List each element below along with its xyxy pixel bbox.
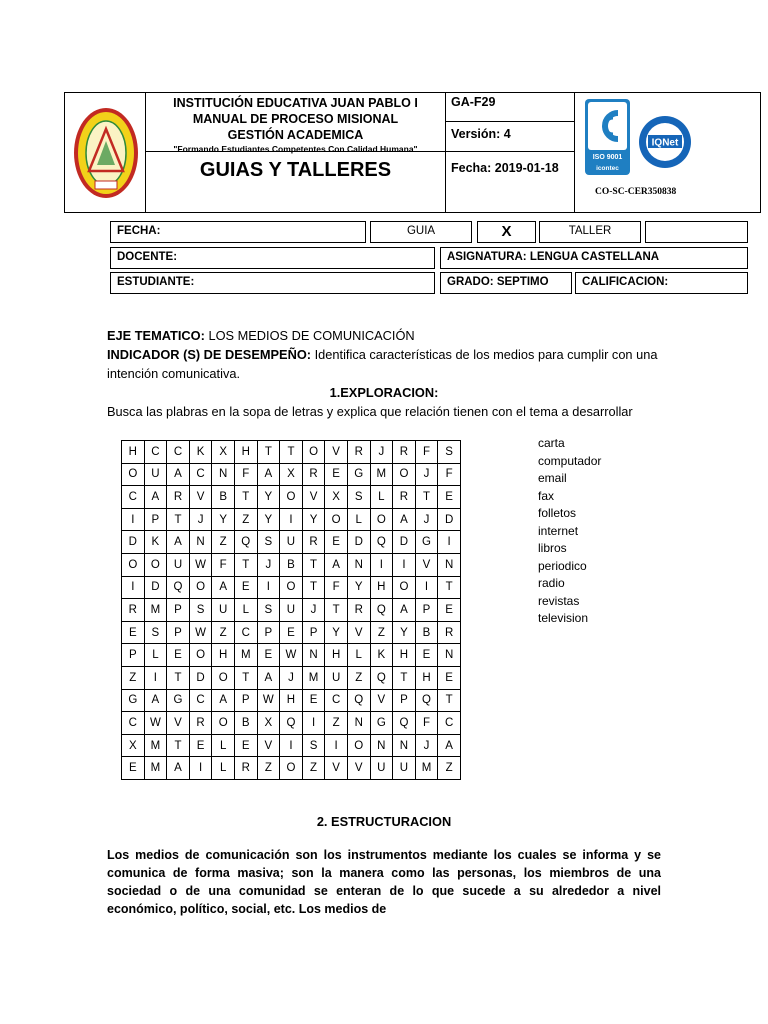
grid-cell[interactable]: E	[257, 644, 280, 667]
manual-name: MANUAL DE PROCESO MISIONAL	[192, 112, 399, 126]
grid-cell[interactable]: O	[122, 463, 145, 486]
grid-cell[interactable]: O	[122, 553, 145, 576]
grid-cell[interactable]: U	[393, 757, 416, 780]
grid-cell[interactable]: X	[325, 486, 348, 509]
grid-cell[interactable]: O	[302, 441, 325, 464]
grid-cell[interactable]: S	[347, 486, 370, 509]
grid-cell[interactable]: O	[280, 757, 303, 780]
grid-cell[interactable]: N	[212, 463, 235, 486]
grid-cell[interactable]: P	[144, 508, 167, 531]
grid-cell[interactable]: U	[212, 599, 235, 622]
grid-cell[interactable]: Y	[257, 486, 280, 509]
grid-cell[interactable]: I	[280, 508, 303, 531]
grid-cell[interactable]: H	[280, 689, 303, 712]
grid-cell[interactable]: A	[212, 576, 235, 599]
grid-cell[interactable]: G	[415, 531, 438, 554]
grid-cell[interactable]: V	[347, 621, 370, 644]
grid-cell[interactable]: I	[415, 576, 438, 599]
grid-row	[122, 666, 461, 689]
grid-cell[interactable]: Q	[234, 531, 257, 554]
indicador-label: INDICADOR (S) DE DESEMPEÑO:	[107, 347, 312, 362]
grid-cell[interactable]: J	[189, 508, 212, 531]
grid-cell[interactable]: J	[415, 463, 438, 486]
grid-cell[interactable]: Z	[325, 712, 348, 735]
grid-row	[122, 712, 461, 735]
grid-cell[interactable]: I	[325, 734, 348, 757]
grid-cell[interactable]: Y	[302, 508, 325, 531]
grid-cell[interactable]: U	[325, 666, 348, 689]
grid-cell[interactable]: U	[144, 463, 167, 486]
grid-cell[interactable]: J	[415, 734, 438, 757]
grid-cell[interactable]: H	[212, 644, 235, 667]
grid-row	[122, 599, 461, 622]
grid-cell[interactable]: V	[257, 734, 280, 757]
grid-cell[interactable]: R	[347, 599, 370, 622]
grid-cell[interactable]: B	[415, 621, 438, 644]
grid-cell[interactable]: O	[393, 463, 416, 486]
grid-row	[122, 576, 461, 599]
grid-cell[interactable]: I	[122, 508, 145, 531]
grid-cell[interactable]: E	[438, 486, 461, 509]
grid-cell[interactable]: Q	[347, 689, 370, 712]
grid-cell[interactable]: N	[347, 553, 370, 576]
grid-cell[interactable]: L	[144, 644, 167, 667]
grid-cell[interactable]: L	[347, 644, 370, 667]
grid-cell[interactable]: F	[212, 553, 235, 576]
grid-cell[interactable]: P	[257, 621, 280, 644]
grid-cell[interactable]: Z	[234, 508, 257, 531]
svg-text:IQNet: IQNet	[651, 137, 679, 149]
grid-cell[interactable]: S	[438, 441, 461, 464]
grid-cell[interactable]: O	[144, 553, 167, 576]
grid-cell[interactable]: J	[302, 599, 325, 622]
grid-cell[interactable]: J	[280, 666, 303, 689]
grid-cell[interactable]: X	[280, 463, 303, 486]
grid-cell[interactable]: C	[189, 463, 212, 486]
grid-cell[interactable]: P	[167, 621, 190, 644]
grid-cell[interactable]: H	[122, 441, 145, 464]
grid-cell[interactable]: M	[234, 644, 257, 667]
grid-cell[interactable]: F	[415, 712, 438, 735]
eje-label: EJE TEMATICO:	[107, 328, 205, 343]
grid-cell[interactable]: Q	[370, 531, 393, 554]
grid-cell[interactable]: K	[144, 531, 167, 554]
grid-cell[interactable]: A	[144, 689, 167, 712]
grid-cell[interactable]: W	[189, 621, 212, 644]
grid-cell[interactable]: A	[167, 757, 190, 780]
grid-cell[interactable]: T	[234, 553, 257, 576]
grid-cell[interactable]: I	[144, 666, 167, 689]
grid-cell[interactable]: R	[302, 531, 325, 554]
grid-cell[interactable]: Y	[393, 621, 416, 644]
grid-cell[interactable]: V	[189, 486, 212, 509]
grid-cell[interactable]: N	[393, 734, 416, 757]
grid-cell[interactable]: A	[393, 599, 416, 622]
institution-block	[147, 95, 444, 155]
grid-cell[interactable]: R	[167, 486, 190, 509]
grid-cell[interactable]: V	[302, 486, 325, 509]
taller-option[interactable]: TALLER	[539, 221, 641, 243]
eje-tematico	[107, 326, 667, 345]
grid-cell[interactable]: C	[438, 712, 461, 735]
word-list-item: computador	[538, 453, 602, 468]
school-crest-icon	[73, 107, 139, 199]
grid-cell[interactable]: U	[280, 531, 303, 554]
grid-cell[interactable]: E	[234, 734, 257, 757]
grid-cell[interactable]: M	[415, 757, 438, 780]
grid-cell[interactable]: T	[325, 599, 348, 622]
guia-checkmark[interactable]: X	[477, 221, 536, 243]
grid-cell[interactable]: T	[280, 441, 303, 464]
section-estructuracion-title: 2. ESTRUCTURACION	[316, 814, 452, 829]
grid-cell[interactable]: P	[167, 599, 190, 622]
grid-cell[interactable]: H	[415, 666, 438, 689]
grid-cell[interactable]: Q	[370, 599, 393, 622]
grid-cell[interactable]: I	[280, 734, 303, 757]
calificacion-field[interactable]: CALIFICACION:	[575, 272, 748, 294]
grid-cell[interactable]: Y	[212, 508, 235, 531]
grid-row	[122, 463, 461, 486]
divider	[445, 121, 574, 122]
management-name: GESTIÓN ACADEMICA	[227, 128, 364, 142]
grid-cell[interactable]: V	[325, 757, 348, 780]
grid-cell[interactable]: R	[302, 463, 325, 486]
grid-cell[interactable]: E	[438, 599, 461, 622]
grid-cell[interactable]: L	[234, 599, 257, 622]
fecha-field[interactable]: FECHA:	[110, 221, 366, 243]
grid-cell[interactable]: W	[144, 712, 167, 735]
svg-text:ISO 9001: ISO 9001	[592, 154, 623, 161]
grid-cell[interactable]: B	[212, 486, 235, 509]
grid-cell[interactable]: N	[438, 644, 461, 667]
grid-cell[interactable]: E	[302, 689, 325, 712]
grid-cell[interactable]: N	[347, 712, 370, 735]
word-list-item: libros	[538, 541, 567, 555]
grid-cell[interactable]: Z	[212, 531, 235, 554]
grid-cell[interactable]: T	[167, 508, 190, 531]
grid-cell[interactable]: N	[189, 531, 212, 554]
grid-cell[interactable]: R	[393, 486, 416, 509]
indicador	[107, 345, 663, 383]
grid-cell[interactable]: C	[325, 689, 348, 712]
grid-cell[interactable]: P	[234, 689, 257, 712]
document-header	[64, 92, 761, 213]
divider	[145, 93, 146, 212]
grid-cell[interactable]: U	[280, 599, 303, 622]
grid-row	[122, 734, 461, 757]
grid-cell[interactable]: S	[189, 599, 212, 622]
grid-cell[interactable]: V	[370, 689, 393, 712]
grid-row	[122, 531, 461, 554]
grid-cell[interactable]: O	[325, 508, 348, 531]
grid-cell[interactable]: P	[393, 689, 416, 712]
grid-cell[interactable]: D	[438, 508, 461, 531]
grid-cell[interactable]: J	[257, 553, 280, 576]
grid-cell[interactable]: D	[393, 531, 416, 554]
grid-cell[interactable]: A	[257, 666, 280, 689]
grid-cell[interactable]: S	[302, 734, 325, 757]
guia-option[interactable]: GUIA	[370, 221, 472, 243]
grid-cell[interactable]: V	[415, 553, 438, 576]
indicador-value: Identifica características de los medios para cumplir con una intención comunicativa.	[107, 347, 658, 381]
document-date: Fecha: 2019-01-18	[451, 161, 559, 175]
grid-cell[interactable]: G	[122, 689, 145, 712]
grid-cell[interactable]: D	[189, 666, 212, 689]
grid-cell[interactable]: F	[234, 463, 257, 486]
grid-cell[interactable]: O	[189, 644, 212, 667]
grid-row	[122, 621, 461, 644]
grid-cell[interactable]: S	[144, 621, 167, 644]
grid-cell[interactable]: X	[212, 441, 235, 464]
grid-cell[interactable]: O	[370, 508, 393, 531]
grid-cell[interactable]: F	[438, 463, 461, 486]
grid-cell[interactable]: I	[393, 553, 416, 576]
grid-cell[interactable]: Q	[280, 712, 303, 735]
divider	[445, 93, 446, 212]
grid-cell[interactable]: O	[280, 486, 303, 509]
grid-cell[interactable]: O	[280, 576, 303, 599]
grid-cell[interactable]: B	[280, 553, 303, 576]
grid-cell[interactable]: N	[370, 734, 393, 757]
grid-cell[interactable]: O	[189, 576, 212, 599]
grid-cell[interactable]: K	[189, 441, 212, 464]
grid-cell[interactable]: N	[302, 644, 325, 667]
grid-cell[interactable]: V	[167, 712, 190, 735]
grid-cell[interactable]: T	[302, 576, 325, 599]
grid-cell[interactable]: X	[257, 712, 280, 735]
grid-cell[interactable]: R	[393, 441, 416, 464]
grid-cell[interactable]: E	[167, 644, 190, 667]
section-exploracion-title: 1.EXPLORACION:	[329, 385, 439, 400]
grid-cell[interactable]: C	[144, 441, 167, 464]
grid-cell[interactable]: Y	[347, 576, 370, 599]
grid-cell[interactable]: R	[189, 712, 212, 735]
grid-cell[interactable]: T	[234, 666, 257, 689]
iqnet-certified-logo-icon	[638, 115, 692, 169]
grid-cell[interactable]: B	[234, 712, 257, 735]
word-list	[538, 435, 601, 628]
grid-cell[interactable]: E	[415, 644, 438, 667]
grid-cell[interactable]: M	[370, 463, 393, 486]
grid-cell[interactable]: T	[167, 734, 190, 757]
grid-cell[interactable]: K	[370, 644, 393, 667]
grid-cell[interactable]: T	[393, 666, 416, 689]
grid-cell[interactable]: W	[189, 553, 212, 576]
word-list-item: periodico	[538, 558, 587, 573]
grid-row	[122, 553, 461, 576]
grid-cell[interactable]: T	[415, 486, 438, 509]
grid-cell[interactable]: J	[370, 441, 393, 464]
grid-cell[interactable]: R	[122, 599, 145, 622]
grid-cell[interactable]: Z	[257, 757, 280, 780]
grid-cell[interactable]: C	[122, 712, 145, 735]
grid-cell[interactable]: F	[325, 576, 348, 599]
document-code: GA-F29	[451, 95, 496, 109]
grid-cell[interactable]: P	[302, 621, 325, 644]
grid-cell[interactable]: N	[438, 553, 461, 576]
grid-row	[122, 486, 461, 509]
word-list-item: internet	[538, 523, 579, 538]
grid-cell[interactable]: D	[347, 531, 370, 554]
grid-cell[interactable]: M	[144, 599, 167, 622]
grid-cell[interactable]: E	[280, 621, 303, 644]
grid-cell[interactable]: X	[122, 734, 145, 757]
eje-value: LOS MEDIOS DE COMUNICACIÓN	[204, 328, 415, 343]
grid-cell[interactable]: M	[302, 666, 325, 689]
grid-cell[interactable]: H	[234, 441, 257, 464]
grid-cell[interactable]: C	[234, 621, 257, 644]
grid-cell[interactable]: T	[167, 666, 190, 689]
grid-cell[interactable]: Q	[393, 712, 416, 735]
word-list-item: folletos	[538, 506, 577, 520]
grid-cell[interactable]: C	[167, 441, 190, 464]
grid-row	[122, 757, 461, 780]
grid-cell[interactable]: F	[415, 441, 438, 464]
grid-cell[interactable]: P	[122, 644, 145, 667]
grid-cell[interactable]: H	[393, 644, 416, 667]
grid-cell[interactable]: L	[347, 508, 370, 531]
grid-cell[interactable]: W	[257, 689, 280, 712]
grid-cell[interactable]: S	[257, 599, 280, 622]
divider	[574, 93, 575, 212]
grado-field: GRADO: SEPTIMO	[440, 272, 572, 294]
institution-name: INSTITUCIÓN EDUCATIVA JUAN PABLO I	[173, 96, 418, 110]
grid-cell[interactable]: C	[122, 486, 145, 509]
grid-cell[interactable]: D	[122, 531, 145, 554]
grid-cell[interactable]: T	[234, 486, 257, 509]
grid-cell[interactable]: A	[144, 486, 167, 509]
grid-cell[interactable]: H	[325, 644, 348, 667]
grid-cell[interactable]: E	[438, 666, 461, 689]
grid-cell[interactable]: C	[189, 689, 212, 712]
word-list-item: email	[538, 471, 567, 485]
motto: "Formando Estudiantes Competentes Con Calidad Humana"	[173, 144, 418, 154]
word-list-item: revistas	[538, 593, 580, 608]
instruction-text: Busca las plabras en la sopa de letras y explica que relación tienen con el tema a desarrollar	[107, 404, 633, 419]
grid-cell[interactable]: T	[302, 553, 325, 576]
grid-cell[interactable]: P	[415, 599, 438, 622]
grid-cell[interactable]: Z	[302, 757, 325, 780]
grid-cell[interactable]: U	[167, 553, 190, 576]
svg-text:icontec: icontec	[596, 165, 619, 172]
document-version: Versión: 4	[451, 127, 511, 141]
grid-cell[interactable]: R	[234, 757, 257, 780]
taller-checkbox[interactable]	[645, 221, 748, 243]
certificate-code: CO-SC-CER350838	[595, 187, 677, 197]
divider	[445, 151, 574, 152]
grid-cell[interactable]: E	[189, 734, 212, 757]
grid-cell[interactable]: I	[257, 576, 280, 599]
grid-cell[interactable]: Z	[370, 621, 393, 644]
grid-cell[interactable]: G	[370, 712, 393, 735]
grid-cell[interactable]: O	[393, 576, 416, 599]
grid-cell[interactable]: A	[167, 463, 190, 486]
grid-cell[interactable]: U	[370, 757, 393, 780]
grid-cell[interactable]: A	[257, 463, 280, 486]
grid-cell[interactable]: Q	[370, 666, 393, 689]
grid-cell[interactable]: E	[122, 757, 145, 780]
grid-cell[interactable]: T	[438, 689, 461, 712]
word-list-item: television	[538, 611, 589, 625]
grid-cell[interactable]: W	[280, 644, 303, 667]
word-list-item: carta	[538, 436, 565, 450]
grid-cell[interactable]: E	[325, 463, 348, 486]
grid-cell[interactable]: Q	[415, 689, 438, 712]
grid-cell[interactable]: A	[325, 553, 348, 576]
grid-cell[interactable]: I	[302, 712, 325, 735]
grid-cell[interactable]: E	[122, 621, 145, 644]
grid-cell[interactable]: I	[122, 576, 145, 599]
grid-cell[interactable]: O	[347, 734, 370, 757]
word-list-item: fax	[538, 488, 555, 503]
word-search-grid	[121, 440, 461, 780]
grid-cell[interactable]: Y	[325, 621, 348, 644]
grid-cell[interactable]: M	[144, 757, 167, 780]
grid-cell[interactable]: Z	[122, 666, 145, 689]
grid-cell[interactable]: Y	[257, 508, 280, 531]
grid-cell[interactable]: V	[325, 441, 348, 464]
grid-cell[interactable]: V	[347, 757, 370, 780]
grid-cell[interactable]: I	[438, 531, 461, 554]
docente-field[interactable]: DOCENTE:	[110, 247, 435, 269]
grid-cell[interactable]: A	[438, 734, 461, 757]
grid-row	[122, 644, 461, 667]
grid-cell[interactable]: I	[370, 553, 393, 576]
grid-row	[122, 508, 461, 531]
grid-cell[interactable]: E	[325, 531, 348, 554]
estudiante-field[interactable]: ESTUDIANTE:	[110, 272, 435, 294]
grid-cell[interactable]: O	[212, 666, 235, 689]
grid-cell[interactable]: R	[347, 441, 370, 464]
grid-cell[interactable]: A	[167, 531, 190, 554]
grid-cell[interactable]: S	[257, 531, 280, 554]
grid-cell[interactable]: M	[144, 734, 167, 757]
grid-cell[interactable]: G	[167, 689, 190, 712]
grid-cell[interactable]: G	[347, 463, 370, 486]
grid-cell[interactable]: A	[393, 508, 416, 531]
grid-cell[interactable]: L	[212, 734, 235, 757]
estructuracion-paragraph: Los medios de comunicación son los instrumentos mediante los cuales se informa y se comunica de forma masiva; son la manera como las personas, los miembros de una sociedad o de una comunidad se enteran de lo que sucede a su alrededor a nivel económico, político, social, etc. Los medios de	[107, 848, 661, 916]
grid-cell[interactable]: J	[415, 508, 438, 531]
grid-cell[interactable]: T	[257, 441, 280, 464]
grid-cell[interactable]: Z	[347, 666, 370, 689]
grid-cell[interactable]: T	[438, 576, 461, 599]
document-title: GUIAS Y TALLERES	[199, 159, 392, 181]
grid-cell[interactable]: I	[189, 757, 212, 780]
grid-cell[interactable]: R	[438, 621, 461, 644]
asignatura-field: ASIGNATURA: LENGUA CASTELLANA	[440, 247, 748, 269]
iso-9001-logo-icon	[585, 99, 630, 175]
grid-cell[interactable]: Z	[212, 621, 235, 644]
grid-cell[interactable]: H	[370, 576, 393, 599]
grid-cell[interactable]: Z	[438, 757, 461, 780]
grid-row	[122, 689, 461, 712]
grid-row	[122, 441, 461, 464]
grid-cell[interactable]: O	[212, 712, 235, 735]
grid-cell[interactable]: D	[144, 576, 167, 599]
grid-cell[interactable]: E	[234, 576, 257, 599]
word-list-item: radio	[538, 576, 565, 590]
grid-cell[interactable]: A	[212, 689, 235, 712]
grid-cell[interactable]: Q	[167, 576, 190, 599]
grid-cell[interactable]: L	[370, 486, 393, 509]
grid-cell[interactable]: L	[212, 757, 235, 780]
